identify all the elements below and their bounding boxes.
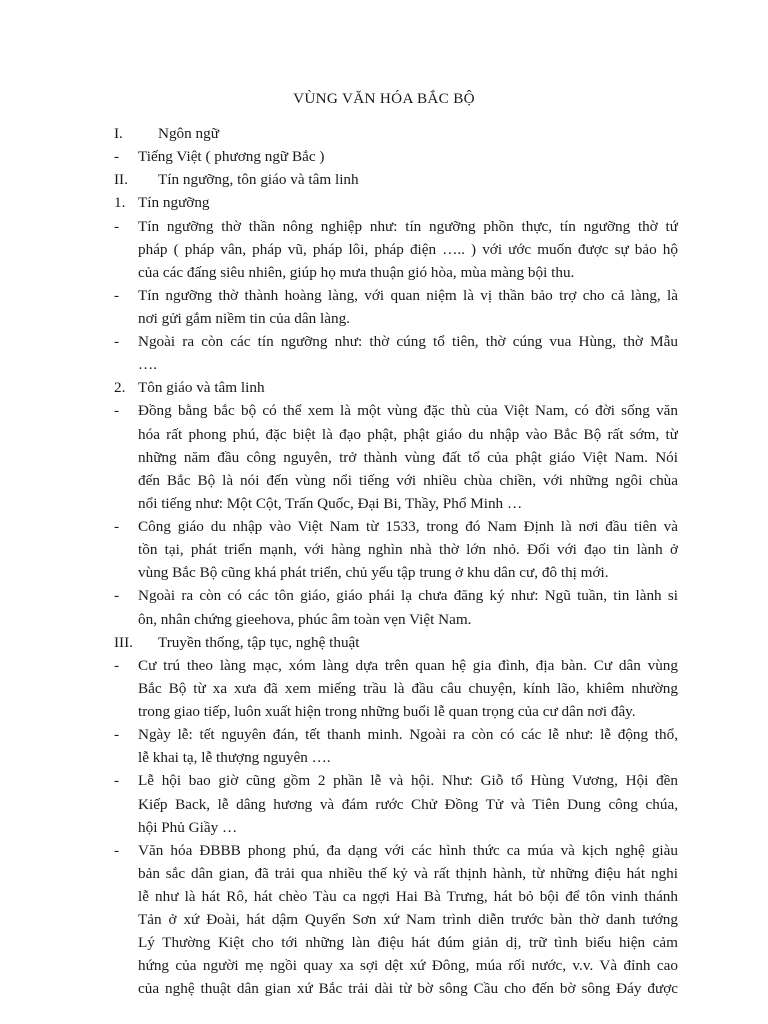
line-text: lễ khai tạ, lễ thượng nguyên …. [138,749,331,767]
text-line [0,449,768,473]
text-line [0,218,768,242]
text-line [0,541,768,565]
text-line [0,587,768,611]
text-line [0,634,768,658]
line-text: ôn, nhân chứng gieehova, phúc âm toàn vẹn Việt Nam. [138,610,472,628]
line-text: Lý Thường Kiệt cho tới những làn điệu hát đúm giản dị, trữ tình biểu hiện cảm [138,934,678,952]
list-marker: - [114,656,120,674]
line-text: Tín ngưỡng, tôn giáo và tâm linh [158,171,359,189]
line-text: Cư trú theo làng mạc, xóm làng dựa trên quan hệ gia đình, địa bàn. Cư dân vùng [138,656,678,674]
line-text: nơi gửi gắm niềm tin của dân làng. [138,310,350,327]
line-text: Ngoài ra còn các tín ngưỡng như: thờ cúng tổ tiên, thờ cúng vua Hùng, thờ Mẫu [138,333,678,351]
list-marker: I. [114,125,123,142]
text-line [0,125,768,149]
text-line [0,865,768,889]
list-marker: - [114,333,120,351]
line-text: Ngày lễ: tết nguyên đán, tết thanh minh. Ngoài ra còn có các lễ như: lễ động thổ, [138,726,678,744]
line-text: Ngoài ra còn có các tôn giáo, giáo phái lạ chưa đăng ký như: Ngũ tuần, tin lành si [138,587,678,605]
line-text: hóa rất phong phú, đặc biệt là đạo phật, phật giáo du nhập vào Bắc Bộ rất sớm, từ [138,425,678,443]
line-text: Truyền thống, tập tục, nghệ thuật [158,633,360,651]
list-marker: - [114,217,120,235]
text-line [0,495,768,519]
line-text: tồn tại, phát triển mạnh, với hàng nghìn nhà thờ lớn nhỏ. Đối với đạo tin lành ở [138,541,678,559]
text-line [0,564,768,588]
list-marker: - [114,772,120,790]
text-line [0,333,768,357]
text-line [0,680,768,704]
line-text: Tản ở xứ Đoài, hát dậm Quyển Sơn xứ Nam trình diễn trước bàn thờ danh tướng [138,911,678,929]
list-marker: - [114,286,120,304]
list-marker: - [114,841,120,859]
line-text: những năm đầu công nguyên, trở thành vùng đất tổ của phật giáo Việt Nam. Nói [138,448,678,466]
line-text: nổi tiếng như: Một Cột, Trấn Quốc, Đại Bi, Thầy, Phổ Minh … [138,494,523,512]
line-text: pháp ( pháp vân, pháp vũ, pháp lôi, pháp điện ….. ) với ước muốn được sự bảo hộ [138,240,678,258]
text-line [0,194,768,218]
text-line [0,819,768,843]
text-line [0,934,768,958]
text-line [0,749,768,773]
line-text: hội Phủ Giầy … [138,818,238,836]
line-text: bản sắc dân gian, đã trải qua nhiều thế kỷ và rất thịnh hành, từ những điệu hát nghi [138,864,678,882]
text-line [0,611,768,635]
text-line [0,426,768,450]
list-marker: - [114,402,120,420]
list-marker: II. [114,171,128,189]
line-text: trong giao tiếp, luôn xuất hiện trong những buổi lễ quan trọng của cư dân nơi đây. [138,703,636,720]
text-line [0,726,768,750]
list-marker: III. [114,633,133,651]
text-line [0,957,768,981]
text-line [0,703,768,727]
text-line [0,171,768,195]
text-line [0,518,768,542]
line-text: lễ như là hát Rô, hát chèo Tàu ca ngợi Hai Bà Trưng, hát bỏ bội để tôn vinh thánh [138,888,678,905]
line-text: Ngôn ngữ [158,125,219,142]
text-line [0,379,768,403]
line-text: Bắc Bộ từ xa xưa đã xem miếng trầu là đầu câu chuyện, kính lão, khiêm nhường [138,679,678,697]
text-line [0,911,768,935]
list-marker: - [114,587,120,605]
line-text: Tôn giáo và tâm linh [138,379,265,397]
text-line [0,842,768,866]
text-line [0,888,768,912]
line-text: đến Bắc Bộ là nói đến vùng nổi tiếng với nhiều chùa chiền, với những ngôi chùa [138,471,678,489]
line-text: hứng của người mẹ ngồi quay xa sợi dệt xứ Đông, múa rối nước, v.v. Và đỉnh cao [138,957,678,975]
line-text: …. [138,356,157,374]
line-text: Lễ hội bao giờ cũng gồm 2 phần lễ và hội. Như: Giỗ tổ Hùng Vương, Hội đền [138,772,678,790]
line-text: Tín ngưỡng [138,194,210,212]
text-line [0,657,768,681]
text-line [0,310,768,334]
text-line [0,472,768,496]
line-text: Đồng bằng bắc bộ có thể xem là một vùng đặc thù của Việt Nam, có đời sống văn [138,402,678,420]
line-text: của các đấng siêu nhiên, giúp họ mưa thuận gió hòa, mùa màng bội thu. [138,263,575,281]
line-text: Tiếng Việt ( phương ngữ Bắc ) [138,148,325,166]
list-marker: - [114,518,120,535]
list-marker: 1. [114,194,126,212]
list-marker: - [114,726,120,744]
line-text: của nghệ thuật dân gian xứ Bắc trải dài từ bờ sông Cầu cho đến bờ sông Đáy được [138,980,678,998]
list-marker: - [114,148,120,166]
line-text: vùng Bắc Bộ cũng khá phát triển, chủ yếu tập trung ở khu dân cư, đô thị mới. [138,564,609,582]
text-line [0,356,768,380]
line-text: Kiếp Back, lễ dâng hương và đám rước Chử Đồng Tử và Tiên Dung công chúa, [138,795,678,813]
text-line [0,796,768,820]
text-line [0,241,768,265]
document-title: VÙNG VĂN HÓA BẮC BỘ [293,90,475,107]
list-marker: 2. [114,379,126,397]
text-line [0,402,768,426]
text-line [0,980,768,1004]
line-text: Tín ngưỡng thờ thần nông nghiệp như: tín ngưỡng phồn thực, tín ngưỡng thờ tứ [138,217,678,235]
line-text: Công giáo du nhập vào Việt Nam từ 1533, trong đó Nam Định là nơi đầu tiên và [138,518,678,535]
text-line [0,772,768,796]
line-text: Văn hóa ĐBBB phong phú, đa dạng với các hình thức ca múa và kịch nghệ giàu [138,841,678,859]
text-line [0,287,768,311]
text-line [0,264,768,288]
line-text: Tín ngưỡng thờ thành hoàng làng, với quan niệm là vị thần bảo trợ cho cả làng, là [138,286,678,304]
text-line [0,148,768,172]
